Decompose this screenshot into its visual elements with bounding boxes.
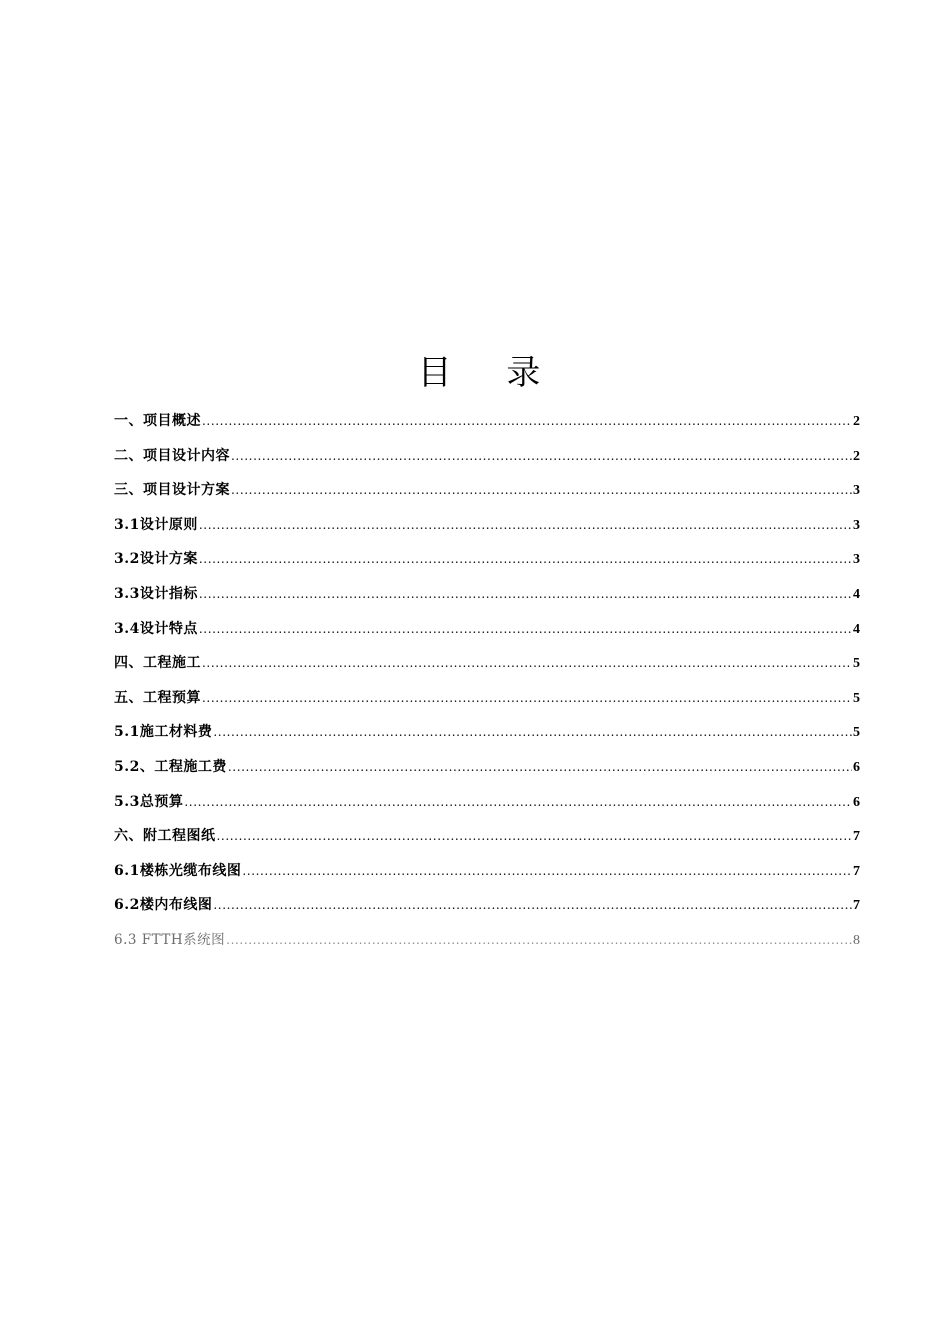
- toc-entry-page: 3: [853, 483, 860, 499]
- toc-entry-page: 5: [853, 690, 860, 706]
- toc-dot-leader: [199, 581, 852, 607]
- toc-entry-page: 6: [853, 759, 860, 775]
- toc-entry-label: 5.2、工程施工费: [114, 758, 227, 775]
- toc-entry-page: 4: [853, 621, 860, 637]
- toc-entry-page: 6: [853, 794, 860, 810]
- toc-entry-page: 5: [853, 725, 860, 741]
- toc-entry-3-2[interactable]: [114, 546, 860, 581]
- toc-entry-6[interactable]: [114, 823, 860, 858]
- toc-entry-1[interactable]: [114, 408, 860, 443]
- toc-dot-leader: [231, 443, 852, 469]
- toc-entry-page: 7: [853, 829, 860, 845]
- toc-entry-label: 六、附工程图纸: [114, 828, 216, 845]
- toc-entry-6-1[interactable]: [114, 858, 860, 893]
- toc-dot-leader: [242, 858, 852, 884]
- toc-entry-label: 6.3 FTTH系统图: [114, 931, 226, 948]
- toc-dot-leader: [228, 754, 852, 780]
- toc-entry-4[interactable]: [114, 650, 860, 685]
- toc-entry-label: 二、项目设计内容: [114, 447, 230, 464]
- toc-entry-label: 一、项目概述: [114, 413, 201, 429]
- toc-dot-leader: [202, 685, 852, 711]
- toc-entry-page: 2: [853, 448, 860, 464]
- toc-entry-label: 3.2设计方案: [114, 551, 198, 568]
- toc-entry-5-2[interactable]: [114, 754, 860, 789]
- toc-entry-page: 3: [853, 517, 860, 533]
- toc-entry-page: 3: [853, 552, 860, 568]
- toc-entry-page: 7: [853, 898, 860, 914]
- table-of-contents: [114, 408, 860, 962]
- toc-entry-label: 四、工程施工: [114, 655, 201, 672]
- toc-entry-label: 3.3设计指标: [114, 585, 198, 602]
- toc-entry-2[interactable]: [114, 443, 860, 478]
- toc-entry-6-2[interactable]: [114, 892, 860, 927]
- toc-dot-leader: [184, 789, 852, 815]
- toc-entry-5[interactable]: [114, 685, 860, 720]
- toc-dot-leader: [231, 477, 852, 503]
- toc-entry-label: 6.2楼内布线图: [114, 897, 213, 914]
- toc-title: 目 录: [417, 353, 563, 393]
- toc-entry-page: 5: [853, 656, 860, 672]
- toc-entry-page: 7: [853, 863, 860, 879]
- toc-entry-label: 6.1楼栋光缆布线图: [114, 862, 242, 879]
- toc-dot-leader: [199, 616, 852, 642]
- toc-entry-page: 8: [853, 932, 860, 948]
- toc-entry-page: 2: [853, 414, 860, 429]
- toc-dot-leader: [199, 546, 852, 572]
- toc-entry-label: 3.4设计特点: [114, 620, 198, 637]
- toc-entry-label: 五、工程预算: [114, 689, 201, 706]
- toc-entry-page: 4: [853, 586, 860, 602]
- toc-dot-leader: [217, 823, 853, 849]
- toc-dot-leader: [213, 719, 852, 745]
- toc-dot-leader: [199, 512, 852, 538]
- toc-entry-5-3[interactable]: [114, 789, 860, 824]
- toc-entry-5-1[interactable]: [114, 719, 860, 754]
- toc-entry-label: 5.3总预算: [114, 793, 184, 810]
- toc-dot-leader: [226, 927, 852, 953]
- toc-entry-label: 5.1施工材料费: [114, 724, 213, 741]
- toc-dot-leader: [213, 892, 852, 918]
- toc-entry-3-4[interactable]: [114, 616, 860, 651]
- toc-entry-3[interactable]: [114, 477, 860, 512]
- toc-dot-leader: [202, 650, 852, 676]
- toc-entry-3-1[interactable]: [114, 512, 860, 547]
- toc-dot-leader: [202, 408, 852, 434]
- toc-entry-label: 3.1设计原则: [114, 516, 198, 533]
- toc-entry-6-3[interactable]: [114, 927, 860, 962]
- toc-entry-3-3[interactable]: [114, 581, 860, 616]
- toc-entry-label: 三、项目设计方案: [114, 482, 230, 499]
